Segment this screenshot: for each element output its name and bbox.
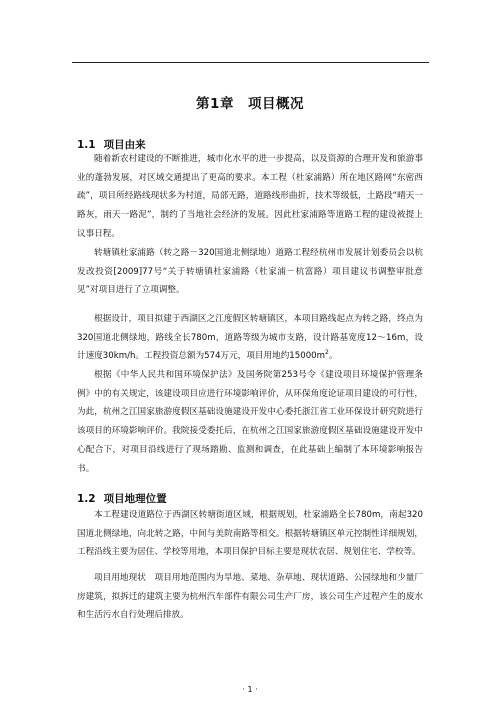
paragraph: 转塘镇杜家浦路（转之路－320国道北侧绿地）道路工程经杭州市发展计划委员会以杭发改投资[2009]77号“关于转塘镇杜家浦路（杜家浦－杭富路）项目建议书调整审批意见”对项目进行了立项调整。 — [77, 248, 423, 296]
paragraph-text: 根据设计，项目拟建于西湖区之江度假区转塘镇区，本项目路线起点为转之路，终点为320国道北侧绿地，路线全长780m，道路等级为城市支路，设计路基宽度12～16m，设计速度30km/h。工程投资总额为574万元，项目用地约15000m — [77, 314, 423, 362]
section-number: 1.2 — [77, 493, 96, 505]
paragraph: 项目用地现状 项目用地范围内为旱地、菜地、杂草地、现状道路、公园绿地和少量厂房建筑，拟拆迁的建筑主要为杭州汽车部件有限公司生产厂房，该公司生产过程产生的废水和生活污水自行处理后排放。 — [77, 573, 423, 621]
paragraph — [77, 310, 423, 366]
chapter-title: 第1章 项目概况 — [196, 96, 304, 112]
section-title: 项目地理位置 — [103, 493, 167, 505]
paragraph: 根据《中华人民共和国环境保护法》及国务院第253号令《建设项目环境保护管理条例》中的有关规定，该建设项目应进行环境影响评价，从环保角度论证项目建设的可行性，为此，杭州之江国家旅游度假区基础设施建设开发中心委托浙江省工业环保设计研究院进行该项目的环境影响评价。我院接受委托后，在杭州之江国家旅游度假区基础设施建设开发中心配合下，对项目沿线进行了现场踏勘、监测和调查，在此基础上编制了本环境影响报告书。 — [77, 370, 423, 474]
section-heading-1-2 — [77, 491, 167, 506]
section-number: 1.1 — [77, 139, 96, 151]
paragraph: 本工程建设道路位于西湖区转塘街道区域，根据规划，杜家浦路全长780m，南起320国道北侧绿地，向北转之路，中间与美院南路等相交。根据转塘镇区单元控制性详细规划，工程沿线主要为居住、学校等用地，本项目保护目标主要是现状农居、规划住宅、学校等。 — [77, 510, 423, 558]
paragraph-end: 。 — [328, 351, 338, 362]
header-rule — [72, 62, 429, 63]
page-number: · 1 · — [242, 685, 258, 694]
paragraph: 随着新农村建设的不断推进，城市化水平的进一步提高，以及资源的合理开发和旅游事业的蓬勃发展，对区域交通提出了更高的要求。本工程（杜家浦路）所在地区路网“东密西疏”，项目所经路线现状多为村道，局部无路，道路线形曲折，技术等级低，土路段“晴天一路灰，雨天一路泥”，制约了当地社会经济的发展。因此杜家浦路等道路工程的建设被提上议事日程。 — [77, 154, 423, 239]
section-title: 项目由来 — [103, 139, 146, 151]
area-superscript: 2 — [325, 349, 329, 357]
